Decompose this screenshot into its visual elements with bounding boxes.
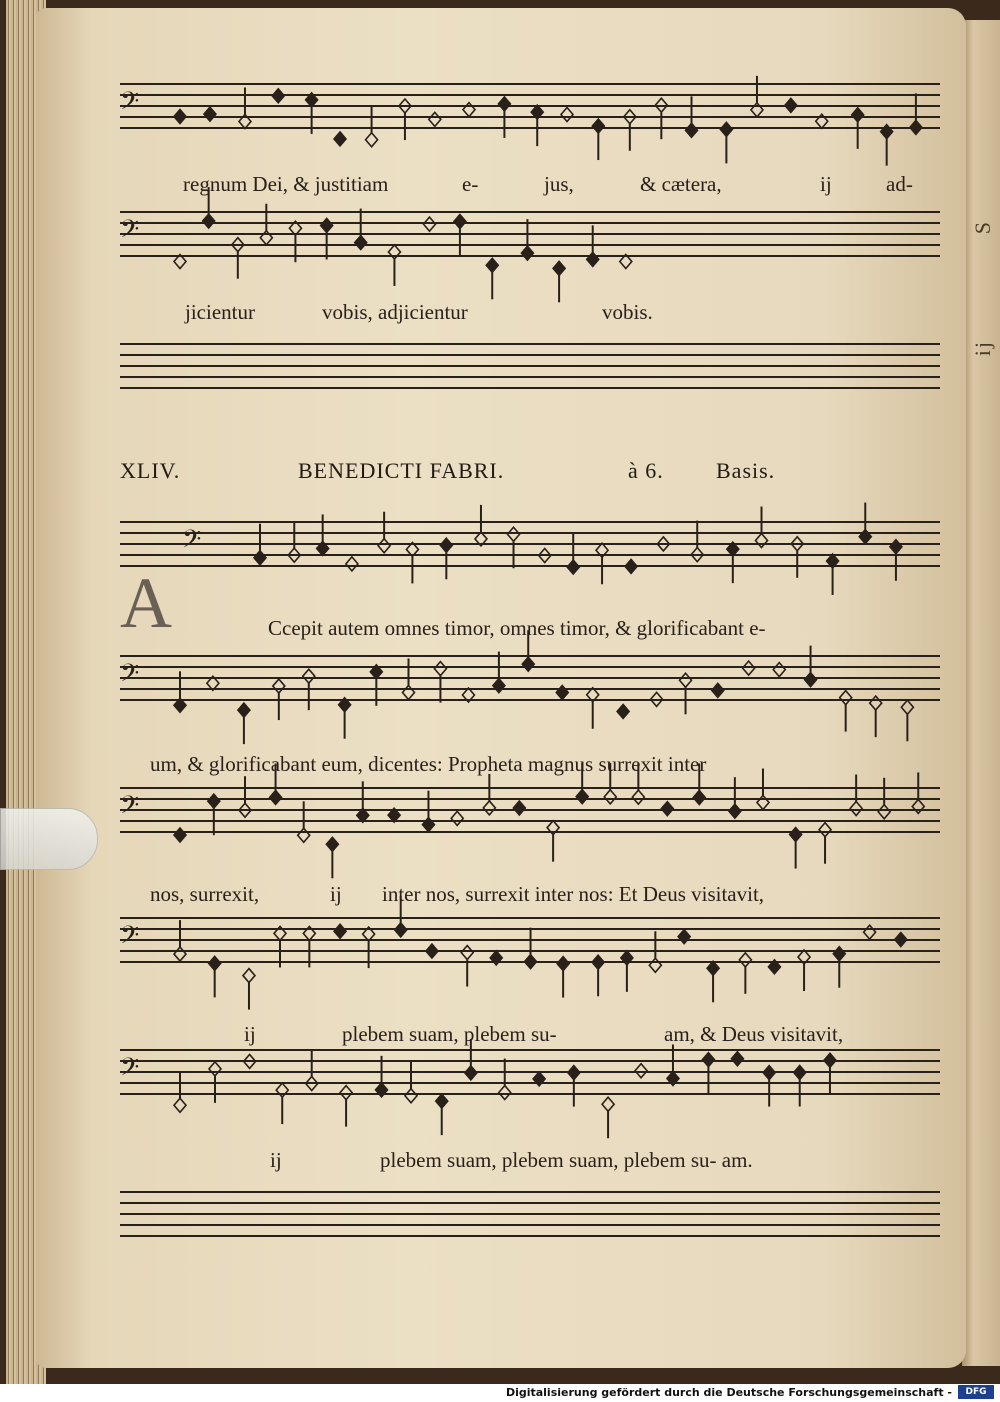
note-head — [556, 686, 568, 700]
lyric: plebem suam, plebem suam, plebem su- am. — [380, 1148, 753, 1172]
note-head — [702, 1053, 714, 1067]
note-head — [326, 837, 338, 851]
note-head — [238, 703, 250, 717]
note-head — [463, 103, 475, 117]
dfg-logo: DFG — [958, 1385, 994, 1399]
note-head — [273, 679, 285, 693]
bass-clef-icon: 𝄢 — [120, 659, 140, 694]
footer-credit: Digitalisierung gefördert durch die Deutsche Forschungsgemeinschaft - — [505, 1386, 952, 1399]
note-head — [346, 557, 358, 571]
lyric: e- — [462, 172, 479, 196]
note-head — [707, 961, 719, 975]
note-head — [739, 953, 751, 967]
note-head — [864, 925, 876, 939]
voice-count: à 6. — [628, 458, 664, 483]
note-head — [174, 1098, 186, 1112]
note-head — [693, 790, 705, 804]
note-head — [649, 958, 661, 972]
note-head — [209, 956, 221, 970]
footer-bar — [0, 1384, 1000, 1402]
note-head — [840, 691, 852, 705]
note-head — [483, 801, 495, 815]
facing-page-fragment: ij — [970, 340, 995, 357]
note-head — [604, 790, 616, 804]
note-head — [355, 236, 367, 250]
note-head — [434, 662, 446, 676]
lyric: ij — [244, 1022, 256, 1046]
note-head — [340, 1086, 352, 1100]
note-head — [751, 103, 763, 117]
note-head — [805, 673, 817, 687]
note-head — [881, 125, 893, 139]
note-head — [303, 669, 315, 683]
note-head — [617, 704, 629, 718]
note-head — [763, 1066, 775, 1080]
lyric: nos, surrexit, — [150, 882, 260, 906]
note-head — [680, 673, 692, 687]
note-head — [486, 258, 498, 272]
note-head — [587, 252, 599, 266]
note-head — [859, 530, 871, 544]
note-head — [405, 1089, 417, 1103]
lyric: ij — [270, 1148, 282, 1172]
note-head — [890, 540, 902, 554]
piece-number: XLIV. — [120, 458, 181, 483]
note-head — [785, 98, 797, 112]
bass-clef-icon: 𝄢 — [120, 87, 140, 122]
note-head — [436, 1094, 448, 1108]
note-head — [465, 1066, 477, 1080]
bass-clef-icon: 𝄢 — [120, 215, 140, 250]
note-head — [272, 89, 284, 103]
voice-part: Basis. — [716, 458, 776, 483]
note-head — [576, 790, 588, 804]
note-head — [729, 804, 741, 818]
note-head — [794, 1065, 806, 1079]
note-head — [243, 969, 255, 983]
lyric: vobis, adjicientur — [322, 300, 468, 324]
lyric: ij — [330, 882, 342, 906]
lyric: Ccepit autem omnes timor, omnes timor, & glorificabant e- — [268, 616, 766, 640]
note-head — [209, 1062, 221, 1076]
note-head — [685, 123, 697, 137]
note-head — [174, 828, 186, 842]
note-head — [678, 930, 690, 944]
note-head — [260, 231, 272, 245]
note-head — [254, 551, 266, 565]
note-head — [422, 818, 434, 832]
lyric: & cætera, — [640, 172, 722, 196]
note-head — [731, 1052, 743, 1066]
note-head — [461, 946, 473, 960]
bass-clef-icon: 𝄢 — [182, 525, 202, 560]
note-head — [756, 534, 768, 548]
note-head — [208, 794, 220, 808]
note-head — [451, 811, 463, 825]
facing-page-fragment: S — [970, 220, 995, 235]
note-head — [402, 685, 414, 699]
note-head — [561, 108, 573, 122]
note-head — [712, 683, 724, 697]
note-head — [833, 947, 845, 961]
note-head — [334, 132, 346, 146]
note-head — [525, 955, 537, 969]
composer-name: BENEDICTI FABRI. — [298, 458, 505, 483]
note-head — [334, 924, 346, 938]
lyric: jicientur — [185, 300, 255, 324]
note-head — [568, 1066, 580, 1080]
note-head — [912, 799, 924, 813]
note-head — [522, 657, 534, 671]
note-head — [773, 663, 785, 677]
lyric: inter nos, surrexit inter nos: Et Deus visitavit, — [382, 882, 765, 906]
note-head — [378, 539, 390, 553]
note-head — [174, 110, 186, 124]
note-head — [423, 217, 435, 231]
note-head — [819, 823, 831, 837]
note-head — [720, 122, 732, 136]
note-head — [790, 828, 802, 842]
note-head — [757, 795, 769, 809]
note-head — [661, 802, 673, 816]
note-head — [426, 944, 438, 958]
notes — [120, 76, 924, 1138]
note-head — [910, 120, 922, 134]
note-head — [824, 1053, 836, 1067]
note-head — [521, 246, 533, 260]
note-head — [592, 955, 604, 969]
lyric: plebem suam, plebem su- — [342, 1022, 557, 1046]
note-head — [513, 801, 525, 815]
lyric: ad- — [886, 172, 913, 196]
initial-letter: A — [120, 563, 172, 643]
bass-clef-icon: 𝄢 — [120, 1053, 140, 1088]
note-head — [625, 559, 637, 573]
note-head — [440, 538, 452, 552]
note-head — [298, 828, 310, 842]
note-head — [174, 947, 186, 961]
note-head — [366, 133, 378, 147]
note-head — [498, 97, 510, 111]
note-head — [203, 214, 215, 228]
note-head — [878, 805, 890, 819]
note-head — [895, 933, 907, 947]
note-head — [557, 957, 569, 971]
note-head — [395, 923, 407, 937]
bass-clef-icon: 𝄢 — [120, 791, 140, 826]
note-head — [553, 261, 565, 275]
lyric: jus, — [544, 172, 574, 196]
note-head — [429, 112, 441, 126]
lyric: am, & Deus visitavit, — [664, 1022, 844, 1046]
lyric: ij — [820, 172, 832, 196]
note-head — [321, 218, 333, 232]
bass-clef-icon: 𝄢 — [120, 921, 140, 956]
note-head — [567, 560, 579, 574]
lyric: vobis. — [602, 300, 653, 324]
note-head — [454, 214, 466, 228]
note-head — [632, 790, 644, 804]
note-head — [508, 527, 520, 541]
note-head — [850, 801, 862, 815]
note-head — [499, 1086, 511, 1100]
note-head — [592, 119, 604, 133]
note-head — [852, 108, 864, 122]
note-head — [602, 1097, 614, 1111]
note-head — [870, 696, 882, 710]
note-head — [270, 790, 282, 804]
lyric: regnum Dei, & justitiam — [183, 172, 389, 196]
note-head — [901, 700, 913, 714]
note-head — [635, 1064, 647, 1078]
note-head — [743, 661, 755, 675]
lyric: um, & glorificabant eum, dicentes: Propheta magnus surrexit inter — [150, 752, 707, 776]
note-head — [204, 107, 216, 121]
note-head — [493, 679, 505, 693]
